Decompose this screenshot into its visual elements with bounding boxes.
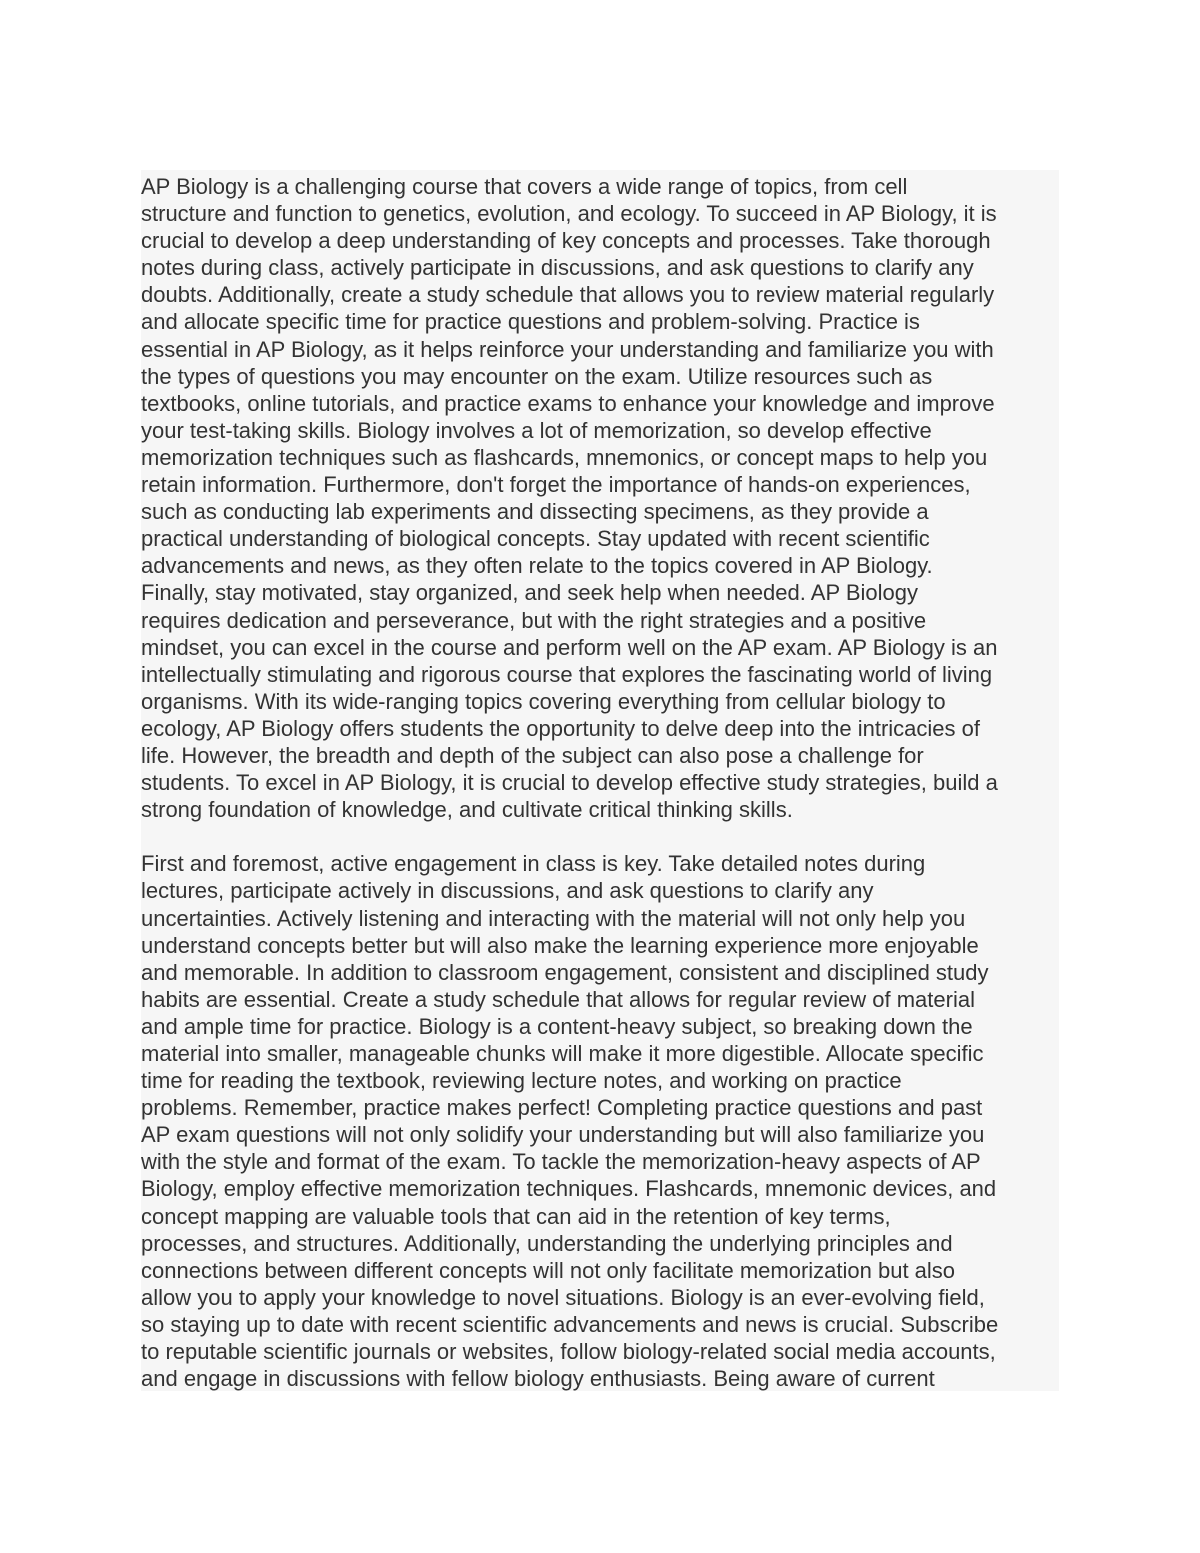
text-line: structure and function to genetics, evolution, and ecology. To succeed in AP Biology, it is	[141, 201, 997, 227]
text-line: strong foundation of knowledge, and cultivate critical thinking skills.	[141, 797, 793, 823]
text-line: uncertainties. Actively listening and interacting with the material will not only help you	[141, 905, 966, 931]
text-line: doubts. Additionally, create a study schedule that allows you to review material regularly	[141, 282, 995, 308]
text-line: time for reading the textbook, reviewing lecture notes, and working on practice	[141, 1068, 902, 1094]
text-line: and allocate specific time for practice questions and problem-solving. Practice is	[141, 309, 920, 335]
text-line: to reputable scientific journals or websites, follow biology-related social media accounts,	[141, 1339, 996, 1365]
text-line: understand concepts better but will also make the learning experience more enjoyable	[141, 932, 979, 958]
paragraph-spacer	[141, 823, 1059, 850]
text-line: concept mapping are valuable tools that can aid in the retention of key terms,	[141, 1203, 891, 1229]
text-line: memorization techniques such as flashcards, mnemonics, or concept maps to help you	[141, 444, 988, 470]
text-line: and memorable. In addition to classroom engagement, consistent and disciplined study	[141, 959, 989, 985]
text-line: Finally, stay motivated, stay organized, and seek help when needed. AP Biology	[141, 580, 918, 606]
text-line: the types of questions you may encounter on the exam. Utilize resources such as	[141, 363, 933, 389]
text-line: First and foremost, active engagement in class is key. Take detailed notes during	[141, 851, 926, 877]
text-line: and engage in discussions with fellow biology enthusiasts. Being aware of current	[141, 1366, 935, 1391]
paragraph-1	[141, 170, 1059, 823]
text-line: allow you to apply your knowledge to novel situations. Biology is an ever-evolving field,	[141, 1284, 985, 1310]
text-line: and ample time for practice. Biology is a content-heavy subject, so breaking down the	[141, 1013, 973, 1039]
paragraph-2	[141, 850, 1059, 1391]
text-line: essential in AP Biology, as it helps reinforce your understanding and familiarize you with	[141, 336, 994, 362]
text-line: such as conducting lab experiments and dissecting specimens, as they provide a	[141, 499, 929, 525]
text-line: advancements and news, as they often relate to the topics covered in AP Biology.	[141, 553, 933, 579]
text-line: connections between different concepts will not only facilitate memorization but also	[141, 1257, 956, 1283]
text-line: AP exam questions will not only solidify your understanding but will also familiarize you	[141, 1122, 985, 1148]
text-line: notes during class, actively participate in discussions, and ask questions to clarify any	[141, 255, 974, 281]
text-line: organisms. With its wide-ranging topics covering everything from cellular biology to	[141, 688, 946, 714]
text-line: AP Biology is a challenging course that covers a wide range of topics, from cell	[141, 174, 908, 199]
text-line: intellectually stimulating and rigorous course that explores the fascinating world of living	[141, 661, 993, 687]
text-line: lectures, participate actively in discussions, and ask questions to clarify any	[141, 878, 874, 904]
text-line: problems. Remember, practice makes perfect! Completing practice questions and past	[141, 1095, 983, 1121]
text-line: with the style and format of the exam. To tackle the memorization-heavy aspects of AP	[141, 1149, 981, 1175]
text-line: practical understanding of biological concepts. Stay updated with recent scientific	[141, 526, 930, 552]
text-block	[141, 170, 1059, 1391]
text-line: retain information. Furthermore, don't forget the importance of hands-on experiences,	[141, 472, 971, 498]
text-line: students. To excel in AP Biology, it is crucial to develop effective study strategies, build a	[141, 770, 998, 796]
text-line: Biology, employ effective memorization techniques. Flashcards, mnemonic devices, and	[141, 1176, 997, 1202]
text-line: material into smaller, manageable chunks will make it more digestible. Allocate specific	[141, 1041, 984, 1066]
text-line: processes, and structures. Additionally, understanding the underlying principles and	[141, 1230, 953, 1256]
text-line: life. However, the breadth and depth of the subject can also pose a challenge for	[141, 742, 924, 768]
text-line: ecology, AP Biology offers students the opportunity to delve deep into the intricacies of	[141, 715, 980, 741]
text-line: requires dedication and perseverance, but with the right strategies and a positive	[141, 607, 927, 633]
text-line: so staying up to date with recent scientific advancements and news is crucial. Subscribe	[141, 1311, 999, 1337]
text-line: textbooks, online tutorials, and practice exams to enhance your knowledge and improve	[141, 390, 995, 416]
text-line: your test-taking skills. Biology involves a lot of memorization, so develop effective	[141, 417, 932, 443]
text-line: habits are essential. Create a study schedule that allows for regular review of material	[141, 986, 975, 1012]
text-line: mindset, you can excel in the course and perform well on the AP exam. AP Biology is an	[141, 634, 998, 660]
text-line: crucial to develop a deep understanding of key concepts and processes. Take thorough	[141, 228, 991, 254]
